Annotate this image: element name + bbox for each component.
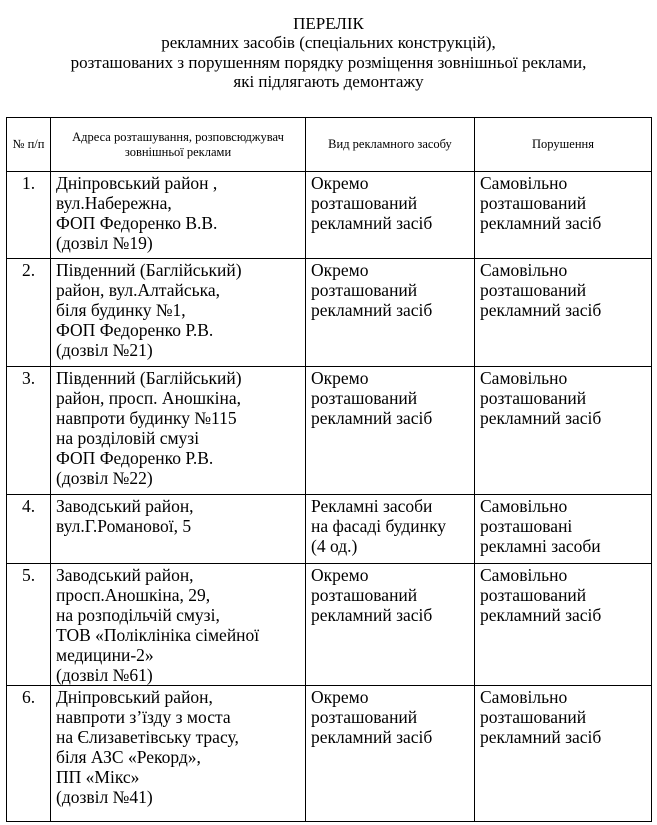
cell-num: 6. [7,686,51,822]
cell-num: 3. [7,367,51,495]
cell-violation-line: розташований [480,707,587,727]
cell-type-line: Рекламні засоби [311,496,433,516]
cell-address-line: на розподільчій смузі, [56,605,220,625]
cell-address-line: Заводський район, [56,496,194,516]
cell-address-line: ТОВ «Поліклініка сімейної [56,625,260,645]
cell-violation-line: Самовільно [480,368,568,388]
cell-violation-line: розташовані [480,516,573,536]
document-subtitle-line-1: рекламних засобів (спеціальних конструкцій), [161,33,496,52]
cell-violation [475,172,652,259]
cell-address-line: Дніпровський район , [56,173,218,193]
cell-address-line: (дозвіл №41) [56,787,153,807]
cell-address-line: район, просп. Аношкіна, [56,388,242,408]
table-row [7,686,652,822]
cell-violation-line: Самовільно [480,565,568,585]
cell-violation-line: розташований [480,193,587,213]
cell-type-line: рекламний засіб [311,605,433,625]
cell-address [51,686,306,822]
cell-address-line: Дніпровський район, [56,687,213,707]
cell-violation-line: Самовільно [480,687,568,707]
advertising-table [6,117,652,822]
cell-violation-line: рекламний засіб [480,300,602,320]
cell-address-line: Південний (Баглійський) [56,260,242,280]
cell-address-line: ПП «Мікс» [56,767,140,787]
cell-type-line: розташований [311,280,418,300]
table-header-row [7,118,652,172]
cell-type-line: Окремо [311,173,369,193]
table-row [7,259,652,367]
cell-address-line: просп.Аношкіна, 29, [56,585,211,605]
header-violation: Порушення [475,118,652,172]
cell-address-line: (дозвіл №61) [56,665,153,685]
cell-address-line: ФОП Федоренко В.В. [56,213,218,233]
table-row [7,172,652,259]
cell-violation-line: розташований [480,280,587,300]
cell-type-line: розташований [311,388,418,408]
cell-type [306,172,475,259]
cell-type-line: рекламний засіб [311,213,433,233]
cell-address-line: ФОП Федоренко Р.В. [56,448,214,468]
cell-num: 2. [7,259,51,367]
cell-type-line: рекламний засіб [311,727,433,747]
cell-violation-line: розташований [480,388,587,408]
cell-address [51,172,306,259]
cell-type-line: рекламний засіб [311,300,433,320]
cell-address-line: медицини-2» [56,645,154,665]
cell-type [306,367,475,495]
cell-type-line: розташований [311,585,418,605]
cell-violation-line: розташований [480,585,587,605]
cell-address [51,495,306,564]
cell-type-line: рекламний засіб [311,408,433,428]
cell-address [51,367,306,495]
cell-type [306,495,475,564]
cell-violation [475,367,652,495]
header-address: Адреса розташування, розповсюджувач зовнішньої реклами [51,118,306,172]
cell-violation-line: рекламний засіб [480,727,602,747]
cell-type-line: Окремо [311,687,369,707]
cell-type-line: Окремо [311,368,369,388]
cell-type-line: розташований [311,707,418,727]
table-row [7,564,652,686]
cell-address-line: біля будинку №1, [56,300,186,320]
cell-violation-line: Самовільно [480,496,568,516]
cell-address-line: (дозвіл №22) [56,468,153,488]
cell-address-line: Заводський район, [56,565,194,585]
document-title: ПЕРЕЛІК [293,14,364,33]
cell-violation-line: рекламні засоби [480,536,601,556]
cell-num: 5. [7,564,51,686]
cell-address [51,564,306,686]
cell-type-line: Окремо [311,565,369,585]
cell-violation-line: рекламний засіб [480,605,602,625]
cell-violation [475,686,652,822]
document-subtitle-line-2: розташованих з порушенням порядку розміщення зовнішньої реклами, [70,53,587,72]
cell-address-line: на розділовій смузі [56,428,200,448]
header-type: Вид рекламного засобу [306,118,475,172]
cell-violation-line: Самовільно [480,260,568,280]
cell-violation [475,564,652,686]
cell-violation-line: рекламний засіб [480,408,602,428]
cell-violation [475,259,652,367]
cell-type [306,686,475,822]
cell-address [51,259,306,367]
cell-type-line: Окремо [311,260,369,280]
table-row [7,495,652,564]
cell-type-line: (4 од.) [311,536,358,556]
cell-address-line: вул.Г.Романової, 5 [56,516,192,536]
cell-type [306,564,475,686]
table-row [7,367,652,495]
cell-violation-line: рекламний засіб [480,213,602,233]
document-subtitle-line-3: які підлягають демонтажу [233,72,424,91]
cell-address-line: біля АЗС «Рекорд», [56,747,201,767]
cell-address-line: (дозвіл №19) [56,233,153,253]
cell-address-line: Південний (Баглійський) [56,368,242,388]
cell-num: 1. [7,172,51,259]
cell-address-line: ФОП Федоренко Р.В. [56,320,214,340]
cell-address-line: на Єлизаветівську трасу, [56,727,239,747]
cell-address-line: (дозвіл №21) [56,340,153,360]
cell-address-line: навпроти з’їзду з моста [56,707,231,727]
cell-violation [475,495,652,564]
cell-address-line: вул.Набережна, [56,193,172,213]
cell-type-line: розташований [311,193,418,213]
header-num: № п/п [7,118,51,172]
cell-type-line: на фасаді будинку [311,516,447,536]
cell-num: 4. [7,495,51,564]
cell-violation-line: Самовільно [480,173,568,193]
cell-type [306,259,475,367]
cell-address-line: навпроти будинку №115 [56,408,237,428]
cell-address-line: район, вул.Алтайська, [56,280,220,300]
